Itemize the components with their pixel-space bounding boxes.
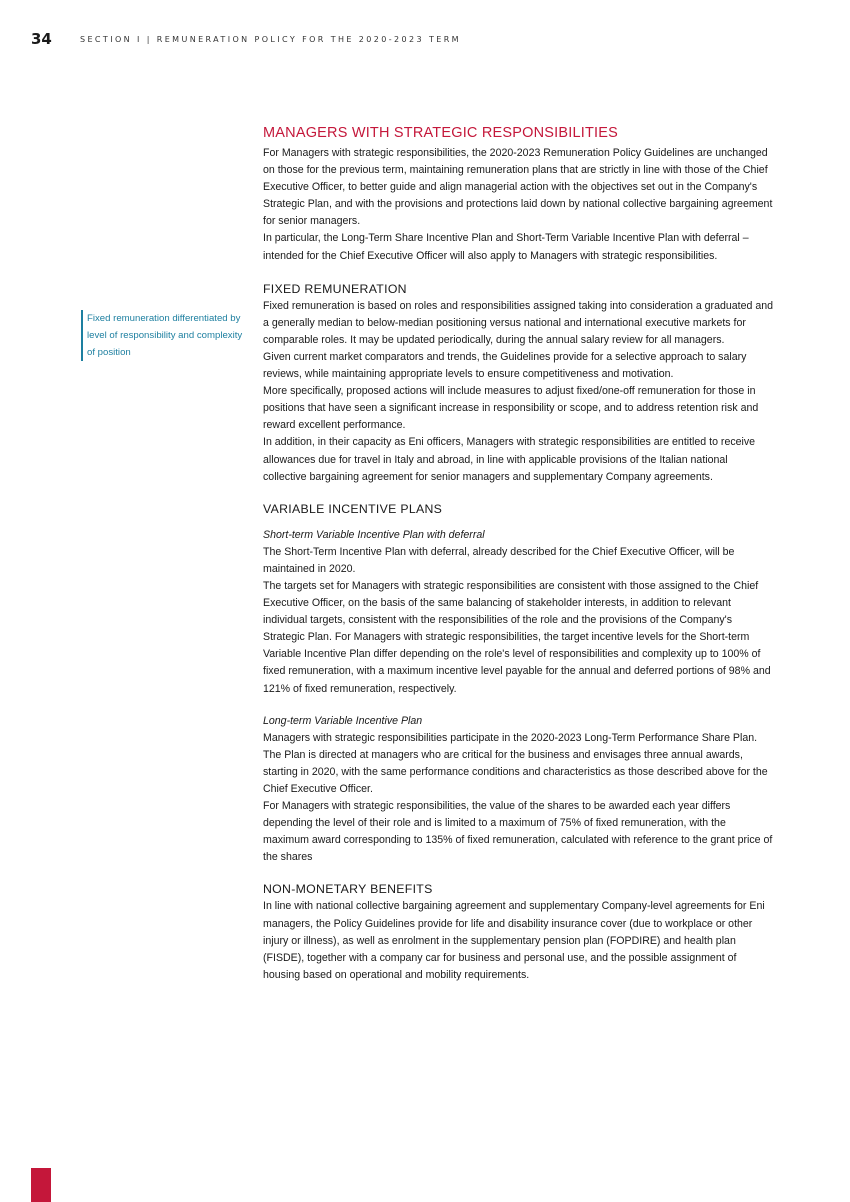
main-content [263,124,773,984]
fixed-paragraph-4: In addition, in their capacity as Eni officers, Managers with strategic responsibilities are entitled to receive allowances due for travel in Italy and abroad, in line with applicable provisions of the Italian national collective bargaining agreement for senior managers and supplementary Company agreements. [263,436,756,483]
fixed-remuneration-heading: FIXED REMUNERATION [263,281,407,296]
long-term-paragraph-1: Managers with strategic responsibilities participate in the 2020-2023 Long-Term Performance Share Plan. [263,731,758,744]
running-header: SECTION I | REMUNERATION POLICY FOR THE 2020-2023 TERM [80,35,461,44]
section-title: MANAGERS WITH STRATEGIC RESPONSIBILITIES [263,125,618,141]
fixed-paragraph-2: Given current market comparators and trends, the Guidelines provide for a selective approach to salary reviews, while maintaining appropriate levels to ensure competitiveness and motivation. [263,350,747,381]
intro-paragraph-1: For Managers with strategic responsibilities, the 2020-2023 Remuneration Policy Guidelines are unchanged on those for the previous term, maintaining remuneration plans that are strictly in line with those of the Chief Executive Officer, to better guide and align managerial action with the objectives set out in the Company's Strategic Plan, and with the provisions and protections laid down by national collective bargaining agreement for senior managers. [263,147,773,228]
margin-note: Fixed remuneration differentiated by level of responsibility and complexity of position [81,310,247,361]
short-term-subheading: Short-term Variable Incentive Plan with deferral [263,528,485,541]
benefits-paragraph: In line with national collective bargaining agreement and supplementary Company-level agreements for Eni managers, the Policy Guidelines provide for life and disability insurance cover (due to workplace or other injury or illness), as well as enrolment in the supplementary pension plan (FOPDIRE) and health plan (FISDE), together with a company car for business and personal use, and the possible assignment of housing based on operational and mobility requirements. [263,900,765,981]
non-monetary-benefits-heading: NON-MONETARY BENEFITS [263,882,433,897]
long-term-subheading: Long-term Variable Incentive Plan [263,714,423,727]
intro-paragraph-2: In particular, the Long-Term Share Incentive Plan and Short-Term Variable Incentive Plan with deferral – intended for the Chief Executive Officer will also apply to Managers with strategic responsibilities. [263,232,749,262]
fixed-paragraph-3: More specifically, proposed actions will include measures to adjust fixed/one-off remuneration for those in positions that have seen a significant increase in responsibility or scope, and to address retention risk and reward excellent performance. [263,385,759,432]
short-term-paragraph-1: The Short-Term Incentive Plan with deferral, already described for the Chief Executive Officer, will be maintained in 2020. [263,545,735,575]
long-term-paragraph-2: The Plan is directed at managers who are critical for the business and envisages three annual awards, starting in 2020, with the same performance conditions and characteristics as those described above for the Chief Executive Officer. [263,748,768,795]
short-term-paragraph-2: The targets set for Managers with strategic responsibilities are consistent with those assigned to the Chief Executive Officer, on the basis of the same balancing of stakeholder interests, in addition to relevant individual targets, consistent with the responsibilities of the role and the provisions of the Company's Strategic Plan. For Managers with strategic responsibilities, the target incentive levels for the Short-term Variable Incentive Plan differ depending on the role's level of responsibilities and complexity up to 100% of fixed remuneration, with a maximum incentive level payable for the annual and deferred portions of 98% and 121% of fixed remuneration, respectively. [263,579,771,695]
page-corner-tab [31,1168,51,1202]
variable-incentive-heading: VARIABLE INCENTIVE PLANS [263,501,443,516]
long-term-paragraph-3: For Managers with strategic responsibilities, the value of the shares to be awarded each year differs depending the level of their role and is limited to a maximum of 75% of fixed remuneration, with the maximum award corresponding to 135% of fixed remuneration, calculated with reference to the grant price of the shares [263,800,773,864]
page-number: 34 [31,30,52,48]
fixed-paragraph-1: Fixed remuneration is based on roles and responsibilities assigned taking into consideration a graduated and a generally median to below-median positioning versus national and international executive markets for comparable roles. It may be updated periodically, during the annual salary review for all managers. [263,299,773,346]
